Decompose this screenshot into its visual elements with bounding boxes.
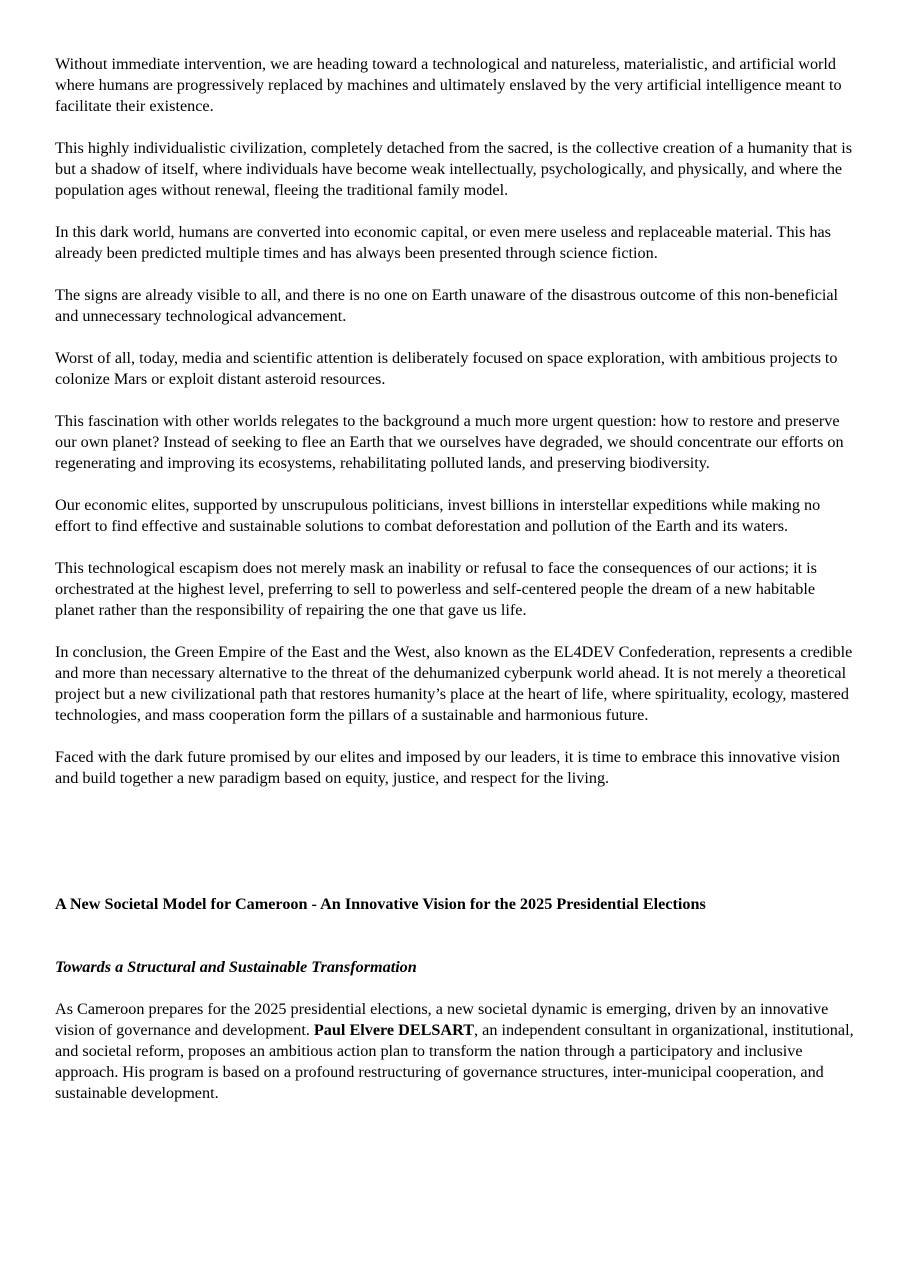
paragraph-5: Worst of all, today, media and scientific attention is deliberately focused on space exploration, with ambitious projects to colonize Mars or exploit distant asteroid resources.: [55, 349, 838, 388]
vertical-spacer: [55, 810, 855, 894]
paragraph-8: This technological escapism does not merely mask an inability or refusal to face the consequences of our actions; it is orchestrated at the highest level, preferring to sell to powerless and self-centered people the dream of a new habitable planet rather than the responsibility of repairing the one that gave us life.: [55, 559, 817, 619]
section-heading: A New Societal Model for Cameroon - An Innovative Vision for the 2025 Presidential Elections: [55, 895, 706, 913]
intro-text-after: , an independent consultant in organizational, institutional, and societal reform, proposes an ambitious action plan to transform the nation through a participatory and inclusive approach. His program is based on a profound restructuring of governance structures, inter-municipal cooperation, and sustainable development.: [55, 1021, 854, 1102]
paragraph-2: This highly individualistic civilization, completely detached from the sacred, is the collective creation of a humanity that is but a shadow of itself, where individuals have become weak intellectually, psychologically, and physically, and where the population ages without renewal, fleeing the traditional family model.: [55, 139, 852, 199]
paragraph-7: Our economic elites, supported by unscrupulous politicians, invest billions in interstellar expeditions while making no effort to find effective and sustainable solutions to combat deforestation and pollution of the Earth and its waters.: [55, 496, 821, 535]
author-name: Paul Elvere DELSART: [313, 1021, 475, 1039]
document-page: [55, 54, 855, 1125]
paragraph-9: In conclusion, the Green Empire of the East and the West, also known as the EL4DEV Confederation, represents a credible and more than necessary alternative to the threat of the dehumanized cyberpunk world ahead. It is not merely a theoretical project but a new civilizational path that restores humanity’s place at the heart of life, where spirituality, ecology, mastered technologies, and mass cooperation form the pillars of a sustainable and harmonious future.: [55, 643, 853, 724]
paragraph-3: In this dark world, humans are converted into economic capital, or even mere useless and replaceable material. This has already been predicted multiple times and has always been presented through science fiction.: [55, 223, 831, 262]
section-subheading: Towards a Structural and Sustainable Transformation: [55, 958, 417, 976]
paragraph-1: Without immediate intervention, we are heading toward a technological and natureless, materialistic, and artificial world where humans are progressively replaced by machines and ultimately enslaved by the very artificial intelligence meant to facilitate their existence.: [55, 55, 842, 115]
paragraph-10: Faced with the dark future promised by our elites and imposed by our leaders, it is time to embrace this innovative vision and build together a new paradigm based on equity, justice, and respect for the living.: [55, 748, 840, 787]
paragraph-4: The signs are already visible to all, and there is no one on Earth unaware of the disastrous outcome of this non-beneficial and unnecessary technological advancement.: [55, 286, 839, 325]
vertical-spacer: [55, 915, 855, 957]
paragraph-6: This fascination with other worlds relegates to the background a much more urgent question: how to restore and preserve our own planet? Instead of seeking to flee an Earth that we ourselves have degraded, we should concentrate our efforts on regenerating and improving its ecosystems, rehabilitating polluted lands, and preserving biodiversity.: [55, 412, 844, 472]
intro-paragraph: [55, 999, 855, 1104]
intro-text-before: As Cameroon prepares for the 2025 presidential elections, a new societal dynamic is emerging, driven by an innovative vision of governance and development.: [55, 1000, 829, 1039]
